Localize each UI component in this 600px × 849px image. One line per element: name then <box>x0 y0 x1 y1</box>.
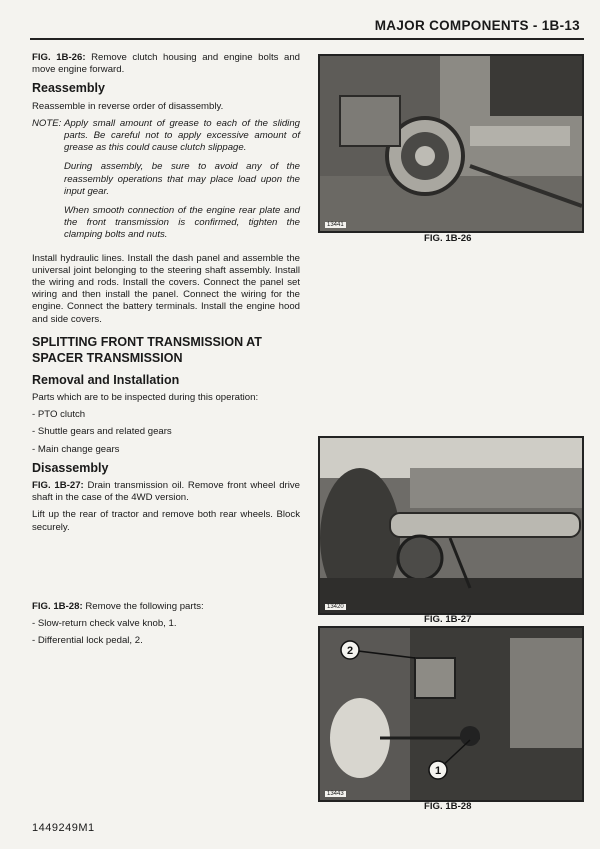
note-3: When smooth connection of the engine rear plate and the front transmission is confirmed, tighten the clamping bolts and nuts. <box>64 205 300 241</box>
fig28-photo <box>318 626 584 802</box>
fig27-photo <box>318 436 584 615</box>
page-header <box>30 14 584 40</box>
fig26-photo-id: 13441 <box>327 222 344 228</box>
fig28-ref: FIG. 1B-28: <box>32 600 83 612</box>
note-label: NOTE: <box>32 117 62 129</box>
lift-text: Lift up the rear of tractor and remove both rear wheels. Block securely. <box>32 509 300 533</box>
parts-item: - Main change gears <box>32 443 120 455</box>
fig28-photo-id: 13443 <box>327 791 344 797</box>
note-2: During assembly, be sure to avoid any of the reassembly operations that may place load upon the input gear. <box>64 161 300 197</box>
fig28-caption: FIG. 1B-28 <box>424 801 472 812</box>
removal-heading: Removal and Installation <box>32 372 180 387</box>
fig27-ref: FIG. 1B-27: <box>32 480 84 492</box>
disassembly-heading: Disassembly <box>32 460 109 475</box>
page-header-title: MAJOR COMPONENTS - 1B-13 <box>374 18 580 33</box>
fig26-ref: FIG. 1B-26: <box>32 52 86 63</box>
fig28-item: - Slow-return check valve knob, 1. <box>32 618 177 630</box>
fig28-callout-2: 2 <box>346 645 354 657</box>
parts-item: - PTO clutch <box>32 409 86 421</box>
splitting-heading: SPLITTING FRONT TRANSMISSION AT SPACER TRANSMISSION <box>32 334 262 365</box>
fig28-illustration <box>320 628 582 800</box>
fig26-caption: FIG. 1B-26 <box>424 233 472 244</box>
left-column <box>32 52 300 653</box>
fig26-photo <box>318 54 584 233</box>
fig27-caption: FIG. 1B-27 <box>424 614 472 625</box>
parts-item: - Shuttle gears and related gears <box>32 426 172 438</box>
note-1: Apply small amount of grease to each of the sliding parts. Be careful not to apply excessive amount of grease as this could cause clutch slippage. <box>64 117 300 154</box>
fig28-callout-1: 1 <box>434 765 442 777</box>
install-text: Install hydraulic lines. Install the dash panel and assemble the universal joint belonging to the steering shaft assembly. Install the wiring and rods. Install the covers. Connect the panel set wiring and then install the panel. Connect the wiring for the engine. Connect the battery terminals. Install the engine hood and side covers. <box>32 252 300 325</box>
reassembly-heading: Reassembly <box>32 81 105 96</box>
doc-number: 1449249M1 <box>32 822 95 834</box>
reassembly-text: Reassemble in reverse order of disassembly. <box>32 100 224 112</box>
fig28-item: - Differential lock pedal, 2. <box>32 635 143 647</box>
fig28-paragraph: FIG. 1B-28: Remove the following parts: <box>32 600 204 612</box>
fig27-illustration <box>320 438 582 613</box>
fig26-paragraph: FIG. 1B-26: Remove clutch housing and engine bolts and move engine forward. <box>32 52 300 76</box>
fig26-illustration <box>320 56 582 231</box>
fig27-paragraph: FIG. 1B-27: Drain transmission oil. Remove front wheel drive shaft in the case of the 4WD version. <box>32 480 300 504</box>
fig27-photo-id: 13420 <box>327 604 344 610</box>
parts-intro: Parts which are to be inspected during this operation: <box>32 392 259 404</box>
note-block <box>32 118 300 249</box>
